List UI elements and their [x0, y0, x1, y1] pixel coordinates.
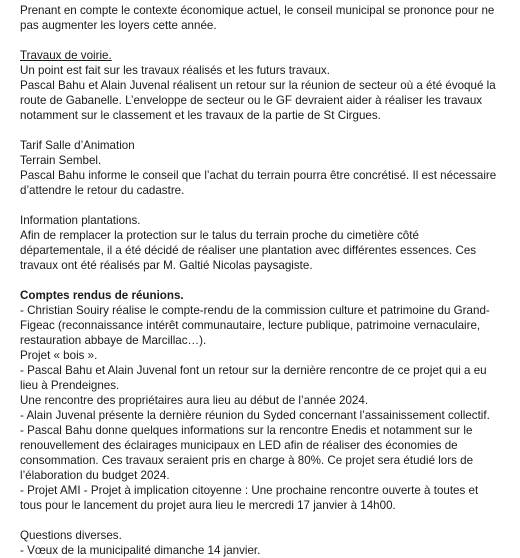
paragraph-spacer — [20, 513, 516, 528]
reunions-line: lieu à Prendeignes. — [20, 379, 120, 392]
reunions-line: l’élaboration du budget 2024. — [20, 469, 170, 482]
intro-line: Prenant en compte le contexte économique actuel, le conseil municipal se prononce pour ne — [20, 4, 495, 17]
reunions-line: consommation. Ces travaux seraient pris en charge à 80%. Ce projet sera étudié lors de — [20, 454, 474, 467]
section-heading-salle: Tarif Salle d’Animation — [20, 139, 135, 152]
reunions-line: - Projet AMI - Projet à implication citoyenne : Une prochaine rencontre ouverte à toutes et — [20, 484, 479, 497]
terrain-line: d’attendre le retour du cadastre. — [20, 184, 185, 197]
plantations-line: travaux ont été réalisés par M. Galtié Nicolas paysagiste. — [20, 259, 313, 272]
reunions-line: tous pour le lancement du projet aura lieu le mercredi 17 janvier à 14h00. — [20, 499, 396, 512]
reunions-line: renouvellement des éclairages municipaux en LED afin de réaliser des économies de — [20, 439, 458, 452]
reunions-line: - Pascal Bahu donne quelques informations sur la rencontre Enedis et notamment sur le — [20, 424, 473, 437]
section-heading-reunions: Comptes rendus de réunions. — [20, 289, 184, 302]
plantations-line: Afin de remplacer la protection sur le talus du terrain proche du cimetière côté — [20, 229, 419, 242]
voirie-line: Un point est fait sur les travaux réalisés et les futurs travaux. — [20, 64, 330, 77]
reunions-line: Figeac (reconnaissance intérêt communautaire, lecture publique, patrimoine vernaculaire, — [20, 319, 481, 332]
reunions-line: - Christian Souiry réalise le compte-rendu de la commission culture et patrimoine du Grand- — [20, 304, 490, 317]
paragraph-spacer — [20, 273, 516, 288]
terrain-line: Pascal Bahu informe le conseil que l’achat du terrain pourra être concrétisé. Il est nécessaire — [20, 169, 497, 182]
paragraph-spacer — [20, 33, 516, 48]
voirie-line: Pascal Bahu et Alain Juvenal réalisent un retour sur la réunion de secteur où a été évoqué la — [20, 79, 496, 92]
paragraph-spacer — [20, 123, 516, 138]
reunions-line: - Alain Juvenal présente la dernière réunion du Syded concernant l’assainissement collectif. — [20, 409, 490, 422]
section-heading-plantations: Information plantations. — [20, 214, 141, 227]
voirie-line: route de Gabanelle. L’enveloppe de secteur ou le GF devraient aider à réaliser les travaux — [20, 94, 483, 107]
questions-line: - Vœux de la municipalité dimanche 14 janvier. — [20, 544, 261, 557]
reunions-line: - Pascal Bahu et Alain Juvenal font un retour sur la dernière rencontre de ce projet qui a eu — [20, 364, 487, 377]
reunions-line: Une rencontre des propriétaires aura lieu au début de l’année 2024. — [20, 394, 369, 407]
plantations-line: départementale, il a été décidé de réaliser une plantation avec différentes essences. Ces — [20, 244, 477, 257]
document-page — [20, 3, 516, 558]
section-heading-questions: Questions diverses. — [20, 529, 122, 542]
reunions-line: restauration abbaye de Marcillac…). — [20, 334, 207, 347]
section-heading-terrain: Terrain Sembel. — [20, 154, 102, 167]
intro-line: pas augmenter les loyers cette année. — [20, 19, 217, 32]
paragraph-spacer — [20, 198, 516, 213]
voirie-line: notamment sur le classement et les travaux de la partie de St Cirgues. — [20, 109, 381, 122]
section-heading-voirie: Travaux de voirie. — [20, 49, 112, 62]
reunions-line: Projet « bois ». — [20, 349, 98, 362]
